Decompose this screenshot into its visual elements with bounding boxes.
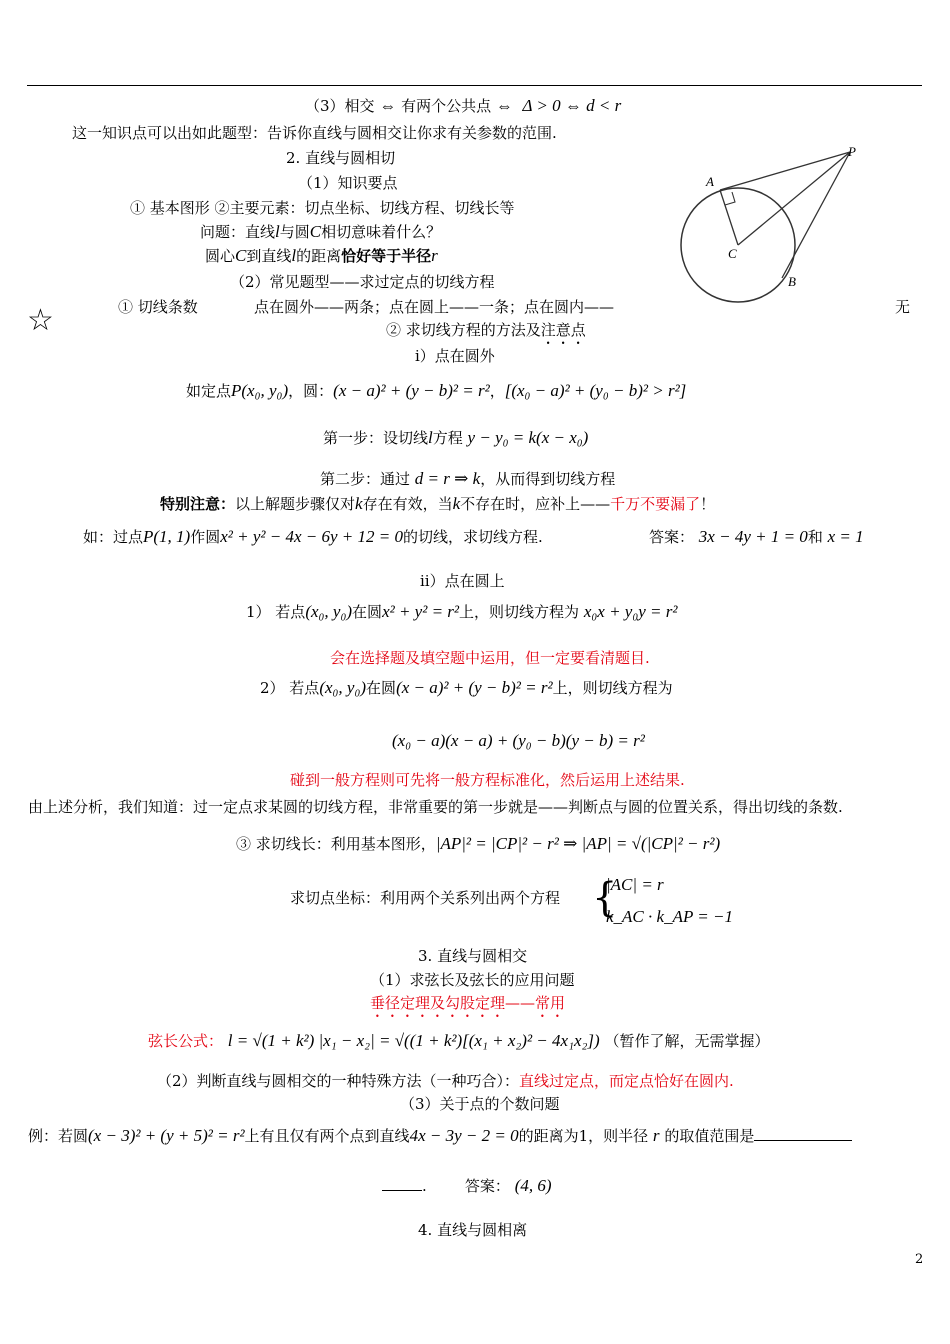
star-icon: ☆ [27, 303, 54, 338]
tangent-figure [668, 140, 873, 310]
general-tangent-formula: (x₀ − a)(x − a) + (y₀ − b)(y − b) = r² [392, 731, 645, 750]
on-circle-case-2: 2） 若点(x₀, y₀)在圆(x − a)² + (y − b)² = r²上，则切线方程为 [260, 678, 673, 697]
analysis-text: 由上述分析，我们知道：过一定点求某圆的切线方程，非常重要的第一步就是——判断点与圆的位置关系，得出切线的条数. [28, 798, 843, 816]
label-a: A [706, 174, 714, 189]
question-type-note: 这一知识点可以出如此题型：告诉你直线与圆相交让你求有关参数的范围. [72, 124, 557, 142]
example-one-answer: 答案： 3x − 4y + 1 = 0和 x = 1 [649, 527, 864, 546]
tangent-length: ③ 求切线长：利用基本图形，|AP|² = |CP|² − r² ⇒ |AP| = √(|CP|² − r²) [236, 834, 721, 853]
radius-ca [720, 190, 738, 245]
fixed-point-line: 如定点P(x₀, y₀)，圆：(x − a)² + (y − b)² = r²，[(x₀ − a)² + (y₀ − b)² > r²] [186, 381, 687, 400]
step-one: 第一步：设切线l方程 y − y₀ = k(x − x₀) [323, 428, 589, 447]
basic-elements: ① 基本图形 ②主要元素：切点坐标、切线方程、切线长等 [130, 199, 515, 217]
tangent-line-pb [782, 152, 850, 278]
special-method: （2）判断直线与圆相交的一种特殊方法（一种巧合）：直线过定点，而定点恰好在圆内. [157, 1072, 734, 1090]
label-c: C [728, 246, 737, 261]
point-count-heading: （3）关于点的个数问题 [400, 1095, 560, 1113]
equation-system: { |AC| = r k_AC · k_AP = −1 [592, 875, 733, 926]
tangent-point-coord: 求切点坐标：利用两个关系列出两个方程 [290, 889, 561, 907]
tangent-count-end: 无 [895, 298, 911, 316]
right-angle-mark [725, 192, 735, 205]
red-note-2: 碰到一般方程则可先将一般方程标准化，然后运用上述结果. [290, 771, 685, 789]
section-tangent-title: 2. 直线与圆相切 [286, 149, 396, 167]
label-b: B [788, 274, 796, 289]
case-outside: ⅰ）点在圆外 [415, 347, 495, 365]
chord-heading: （1）求弦长及弦长的应用问题 [370, 971, 575, 989]
tangent-count-text: 点在圆外——两条；点在圆上——一条；点在圆内—— [254, 298, 615, 316]
method-heading: ② 求切线方程的方法及注意点 [386, 321, 586, 339]
section-apart-title: 4. 直线与圆相离 [418, 1221, 528, 1239]
common-types: （2）常见题型——求过定点的切线方程 [230, 273, 495, 291]
label-p: P [848, 144, 856, 159]
example-two: 例：若圆(x − 3)² + (y + 5)² = r²上有且仅有两个点到直线4x − 3y − 2 = 0的距离为1，则半径 r 的取值范围是 [28, 1126, 852, 1146]
chord-formula-line: 弦长公式： l = √(1 + k²) |x₁ − x₂| = √((1 + k²)[(x₁ + x₂)² − 4x₁x₂]) （暂作了解，无需掌握） [148, 1031, 770, 1050]
section-intersect-title: 3. 直线与圆相交 [418, 947, 528, 965]
step-two: 第二步：通过 d = r ⇒ k，从而得到切线方程 [320, 469, 616, 488]
question-line: 问题：直线l与圆C相切意味着什么？ [200, 222, 442, 241]
page-number: 2 [915, 1252, 924, 1267]
tangent-line-pa [720, 152, 850, 190]
center-distance-line: 圆心C到直线l的距离恰好等于半径r [205, 246, 438, 265]
example-one: 如：过点P(1, 1)作圆x² + y² − 4x − 6y + 12 = 0的切线，求切线方程. [83, 527, 543, 546]
special-note: 特别注意：以上解题步骤仅对k存在有效，当k不存在时，应补上——千万不要漏了！ [160, 494, 716, 513]
chord-theorem: 垂径定理及勾股定理——常用 [370, 994, 566, 1012]
red-note-1: 会在选择题及填空题中运用，但一定要看清题目. [330, 649, 650, 667]
knowledge-points: （1）知识要点 [298, 174, 398, 192]
case-on-circle: ⅱ）点在圆上 [420, 572, 505, 590]
tangent-count-label: ① 切线条数 [118, 298, 198, 316]
on-circle-case-1: 1） 若点(x₀, y₀)在圆x² + y² = r²上，则切线方程为 x₀x + y₀y = r² [246, 602, 678, 621]
intersect-condition: （3）相交 ⇔ 有两个公共点 ⇔ Δ > 0 ⇔ d < r [305, 96, 622, 115]
example-two-answer: . 答案： (4, 6) [382, 1176, 552, 1196]
top-rule [27, 85, 922, 86]
